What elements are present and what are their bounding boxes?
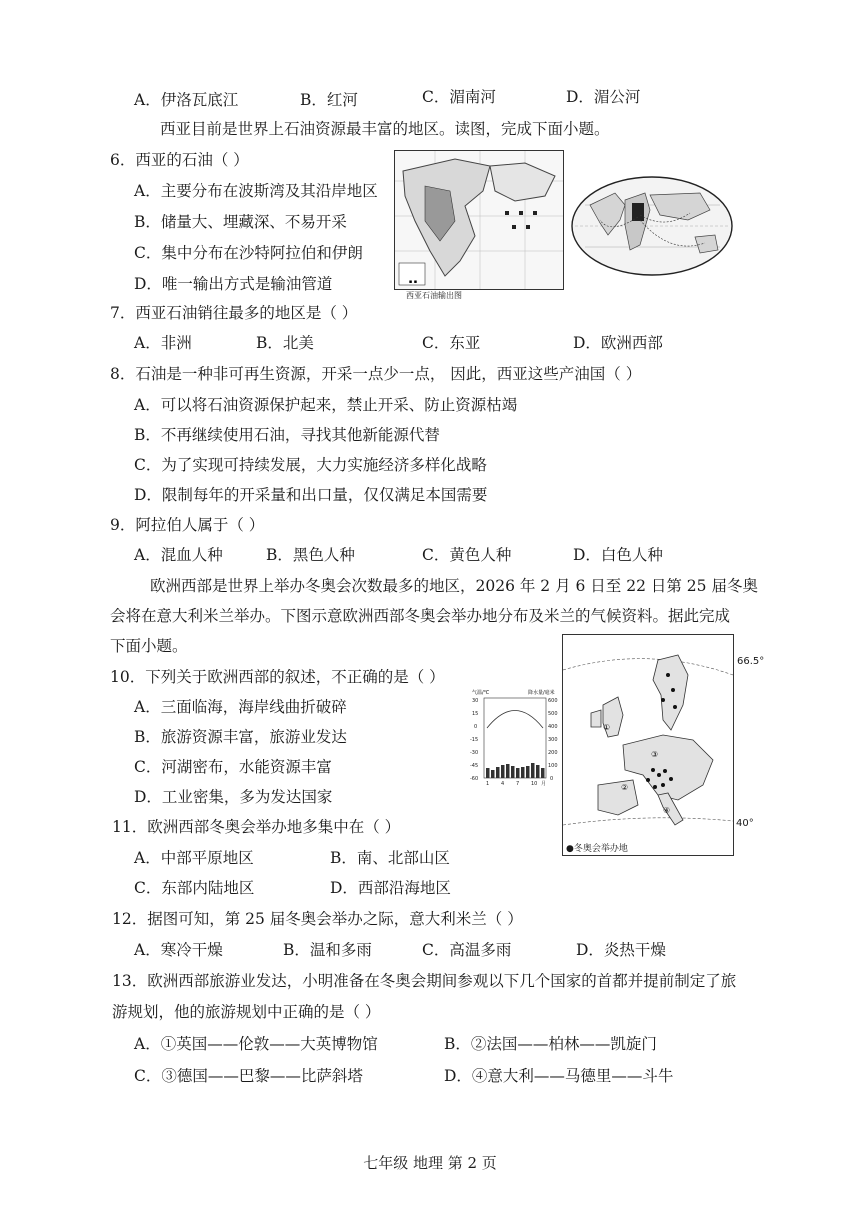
climate-left-tick: -60 — [470, 776, 479, 782]
climate-month-label: 4 — [501, 781, 505, 787]
world-map-svg — [570, 175, 735, 277]
europe-map-svg — [563, 635, 733, 855]
q11-option-d: D．西部沿海地区 — [330, 879, 451, 897]
svg-text:▪ ▪: ▪ ▪ — [408, 279, 418, 285]
west-asia-intro: 西亚目前是世界上石油资源最丰富的地区。读图，完成下面小题。 — [160, 120, 610, 138]
q8-option-b: B．不再继续使用石油，寻找其他新能源代替 — [134, 426, 440, 444]
lat-66-5-label: 66.5° — [737, 656, 765, 667]
west-asia-map-caption: 西亚石油输出图 — [406, 291, 462, 300]
climate-month-label: 7 — [516, 781, 520, 787]
q13-option-b: B．②法国——柏林——凯旋门 — [444, 1035, 657, 1053]
q10-option-c: C．河湖密布，水能资源丰富 — [134, 758, 332, 776]
q6-option-a: A．主要分布在波斯湾及其沿岸地区 — [134, 182, 378, 200]
q5-option-a: A．伊洛瓦底江 — [134, 91, 239, 109]
climate-left-tick: 15 — [472, 711, 479, 717]
q8-option-d: D．限制每年的开采量和出口量，仅仅满足本国需要 — [134, 486, 488, 504]
q13-option-d: D．④意大利——马德里——斗牛 — [444, 1067, 674, 1085]
q6-stem: 6．西亚的石油（ ） — [110, 151, 249, 169]
climate-right-tick: 100 — [548, 763, 558, 769]
q8-option-a: A．可以将石油资源保护起来，禁止开采、防止资源枯竭 — [134, 396, 518, 414]
q5-option-d: D．湄公河 — [566, 88, 641, 106]
q12-option-d: D．炎热干燥 — [576, 941, 666, 959]
world-oil-export-map — [570, 175, 735, 277]
q13-stem-line1: 13．欧洲西部旅游业发达，小明准备在冬奥会期间参观以下几个国家的首都并提前制定了旅 — [112, 972, 737, 990]
q9-option-d: D．白色人种 — [573, 546, 663, 564]
europe-intro-line2: 会将在意大利米兰举办。下图示意欧洲西部冬奥会举办地分布及米兰的气候资料。据此完成 — [110, 607, 731, 625]
q9-option-a: A．混血人种 — [134, 546, 223, 564]
q6-option-d: D．唯一输出方式是输油管道 — [134, 275, 333, 293]
q9-option-c: C．黄色人种 — [422, 546, 512, 564]
svg-text:①: ① — [603, 723, 611, 732]
climate-left-tick: 30 — [472, 698, 479, 704]
europe-intro-line3: 下面小题。 — [110, 637, 188, 655]
q13-option-a: A．①英国——伦敦——大英博物馆 — [134, 1035, 378, 1053]
q11-stem: 11．欧洲西部冬奥会举办地多集中在（ ） — [112, 818, 401, 836]
climate-right-tick: 600 — [548, 698, 558, 704]
q7-option-b: B．北美 — [256, 334, 314, 352]
lat-40-label: 40° — [736, 818, 754, 829]
svg-text:④: ④ — [663, 806, 671, 815]
climate-right-tick: 300 — [548, 737, 558, 743]
q7-option-a: A．非洲 — [134, 334, 192, 352]
climate-left-tick: 0 — [474, 724, 478, 730]
q13-option-c: C．③德国——巴黎——比萨斜塔 — [134, 1067, 363, 1085]
climate-left-unit: 气温/℃ — [472, 690, 490, 696]
q6-option-b: B．储量大、埋藏深、不易开采 — [134, 213, 347, 231]
climate-right-unit: 降水量/毫米 — [528, 690, 555, 696]
climate-month-label: 月 — [541, 781, 547, 787]
q7-option-d: D．欧洲西部 — [573, 334, 663, 352]
svg-text:②: ② — [621, 783, 629, 792]
climate-chart-svg — [470, 688, 565, 792]
q9-stem: 9．阿拉伯人属于（ ） — [110, 516, 265, 534]
q7-option-c: C．东亚 — [422, 334, 481, 352]
q8-option-c: C．为了实现可持续发展，大力实施经济多样化战略 — [134, 456, 487, 474]
climate-month-label: 1 — [486, 781, 490, 787]
page-footer: 七年级 地理 第 2 页 — [363, 1154, 497, 1172]
q10-option-a: A．三面临海，海岸线曲折破碎 — [134, 698, 347, 716]
climate-left-tick: -45 — [470, 763, 479, 769]
milan-climate-chart — [470, 688, 565, 792]
q6-option-c: C．集中分布在沙特阿拉伯和伊朗 — [134, 244, 363, 262]
q5-option-b: B．红河 — [300, 91, 358, 109]
climate-right-tick: 200 — [548, 750, 558, 756]
q12-option-c: C．高温多雨 — [422, 941, 512, 959]
climate-right-tick: 500 — [548, 711, 558, 717]
q5-option-c: C．湄南河 — [422, 88, 496, 106]
svg-text:③: ③ — [651, 750, 659, 759]
q11-option-c: C．东部内陆地区 — [134, 879, 255, 897]
climate-right-tick: 0 — [550, 776, 554, 782]
europe-intro-line1: 欧洲西部是世界上举办冬奥会次数最多的地区，2026 年 2 月 6 日至 22 日第 25 届冬奥 — [150, 577, 758, 595]
q12-option-a: A．寒冷干燥 — [134, 941, 223, 959]
climate-left-tick: -15 — [470, 737, 479, 743]
west-asia-regional-map — [394, 150, 564, 290]
q7-stem: 7．西亚石油销往最多的地区是（ ） — [110, 304, 358, 322]
climate-left-tick: -30 — [470, 750, 479, 756]
climate-month-label: 10 — [531, 781, 538, 787]
q11-option-b: B．南、北部山区 — [330, 849, 450, 867]
q10-option-b: B．旅游资源丰富，旅游业发达 — [134, 728, 347, 746]
western-europe-olympic-map — [562, 634, 734, 856]
climate-right-tick: 400 — [548, 724, 558, 730]
q10-stem: 10．下列关于欧洲西部的叙述，不正确的是（ ） — [110, 668, 445, 686]
q12-stem: 12．据图可知，第 25 届冬奥会举办之际，意大利米兰（ ） — [112, 910, 523, 928]
q13-stem-line2: 游规划，他的旅游规划中正确的是（ ） — [112, 1003, 381, 1021]
q8-stem: 8．石油是一种非可再生资源，开采一点少一点， 因此，西亚这些产油国（ ） — [110, 365, 642, 383]
q9-option-b: B．黑色人种 — [266, 546, 355, 564]
q12-option-b: B．温和多雨 — [283, 941, 372, 959]
west-asia-map-svg — [395, 151, 563, 289]
q11-option-a: A．中部平原地区 — [134, 849, 254, 867]
q10-option-d: D．工业密集，多为发达国家 — [134, 788, 333, 806]
map-legend-olympic-site: ●冬奥会举办地 — [566, 844, 628, 854]
